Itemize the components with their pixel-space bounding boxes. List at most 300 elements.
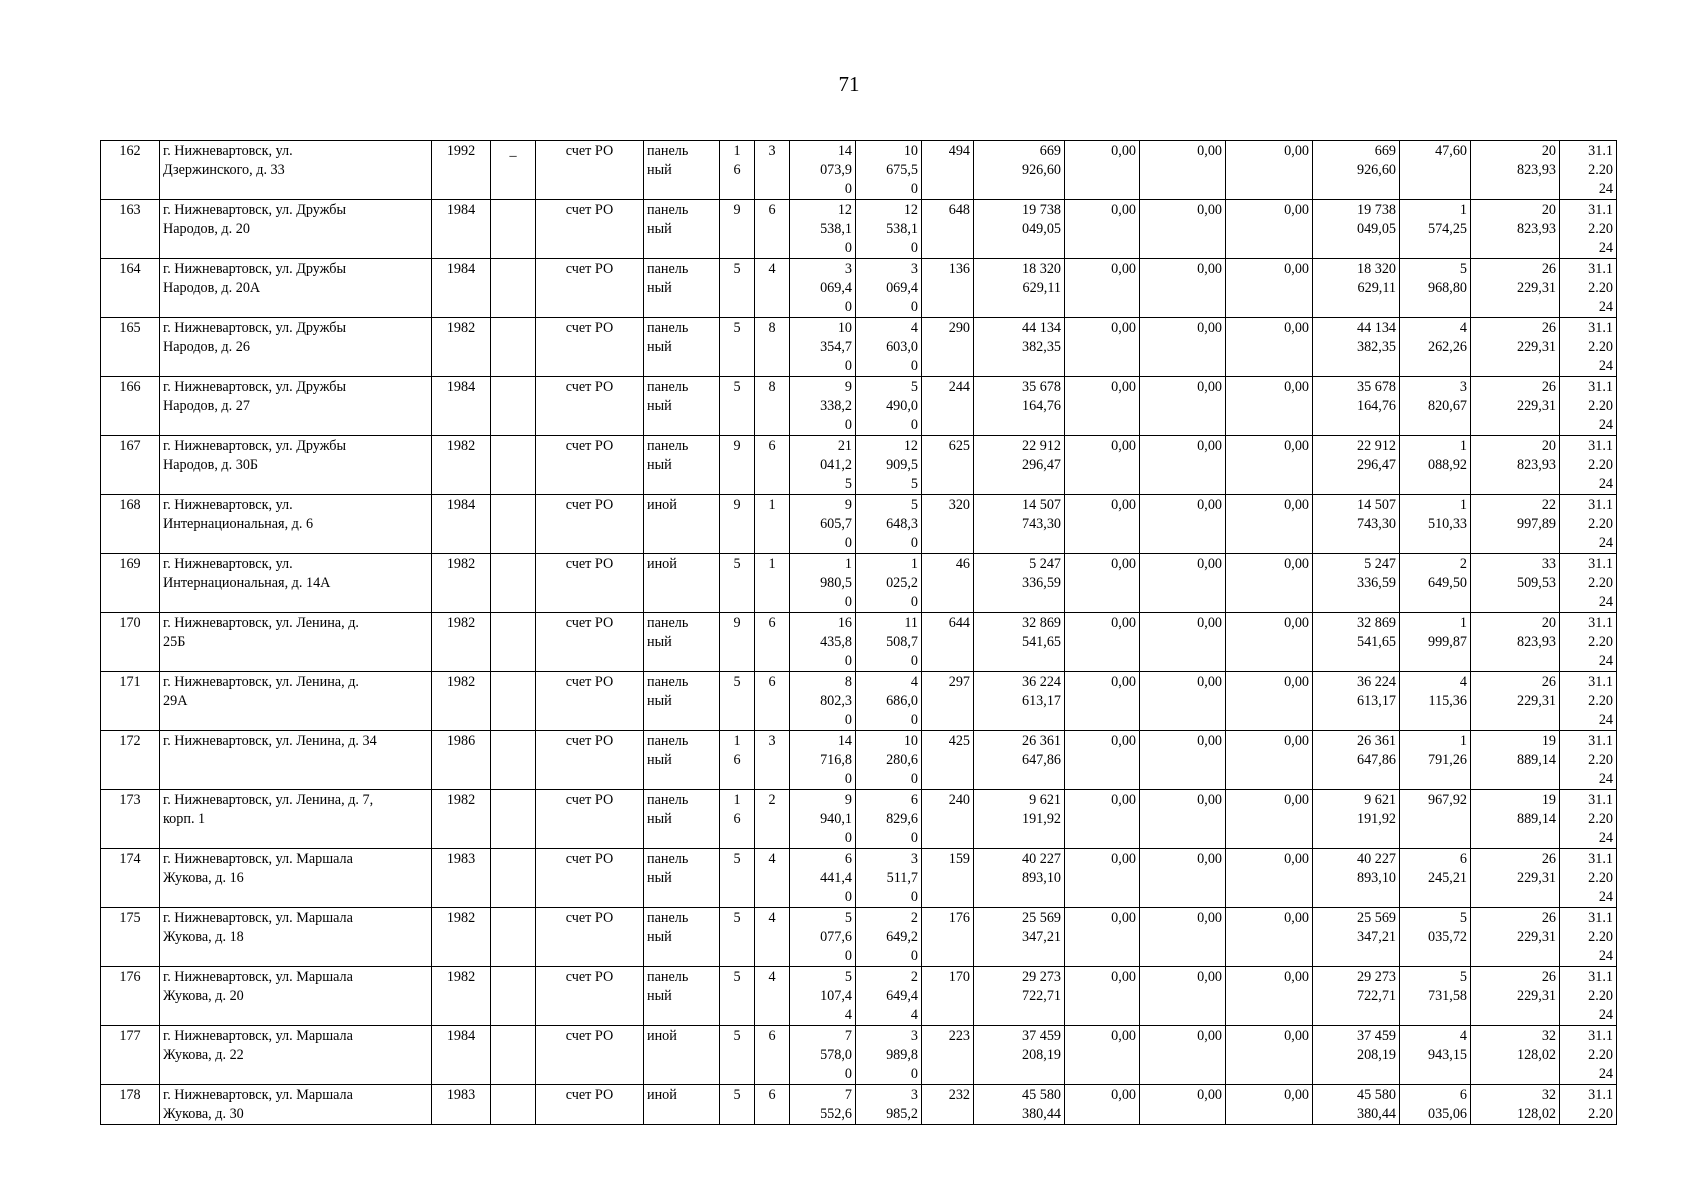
address-cell: г. Нижневартовск, ул. Маршала Жукова, д. 16 xyxy=(160,849,432,908)
row-number-cell: 178 xyxy=(101,1085,160,1125)
floors-cell: 1 6 xyxy=(720,141,755,200)
unit-cost-cell: 2 649,50 xyxy=(1400,554,1471,613)
fund-c-cell: 0,00 xyxy=(1226,1026,1313,1085)
limit-cost-cell: 26 229,31 xyxy=(1471,259,1560,318)
account-type-cell: счет РО xyxy=(536,1026,644,1085)
fund-c-cell: 0,00 xyxy=(1226,967,1313,1026)
deadline-date-cell: 31.1 2.20 24 xyxy=(1560,731,1617,790)
wall-material-cell: панель ный xyxy=(644,141,720,200)
year-cell: 1982 xyxy=(432,613,491,672)
register-body xyxy=(101,141,1617,1125)
row-number-cell: 165 xyxy=(101,318,160,377)
mark-cell: _ xyxy=(491,141,536,200)
deadline-date-cell: 31.1 2.20 24 xyxy=(1560,672,1617,731)
entrances-cell: 1 xyxy=(755,495,790,554)
row-number-cell: 177 xyxy=(101,1026,160,1085)
fund-b-cell: 0,00 xyxy=(1140,967,1226,1026)
wall-material-cell: панель ный xyxy=(644,672,720,731)
living-area-cell: 12 538,1 0 xyxy=(856,200,922,259)
row-number-cell: 166 xyxy=(101,377,160,436)
total-sum-cell: 45 580 380,44 xyxy=(1313,1085,1400,1125)
living-area-cell: 1 025,2 0 xyxy=(856,554,922,613)
unit-cost-cell: 3 820,67 xyxy=(1400,377,1471,436)
row-number-cell: 163 xyxy=(101,200,160,259)
total-sum-cell: 40 227 893,10 xyxy=(1313,849,1400,908)
floors-cell: 5 xyxy=(720,967,755,1026)
fund-b-cell: 0,00 xyxy=(1140,849,1226,908)
wall-material-cell: иной xyxy=(644,495,720,554)
address-cell: г. Нижневартовск, ул. Ленина, д. 7, корп. 1 xyxy=(160,790,432,849)
floors-cell: 5 xyxy=(720,849,755,908)
unit-cost-cell: 4 262,26 xyxy=(1400,318,1471,377)
wall-material-cell: панель ный xyxy=(644,436,720,495)
entrances-cell: 4 xyxy=(755,259,790,318)
limit-cost-cell: 20 823,93 xyxy=(1471,436,1560,495)
fund-c-cell: 0,00 xyxy=(1226,318,1313,377)
wall-material-cell: панель ный xyxy=(644,318,720,377)
wall-material-cell: панель ный xyxy=(644,377,720,436)
table-row xyxy=(101,731,1617,790)
address-cell: г. Нижневартовск, ул. Маршала Жукова, д. 18 xyxy=(160,908,432,967)
year-cell: 1982 xyxy=(432,672,491,731)
wall-material-cell: панель ный xyxy=(644,259,720,318)
total-area-cell: 21 041,2 5 xyxy=(790,436,856,495)
mark-cell xyxy=(491,967,536,1026)
fund-a-cell: 0,00 xyxy=(1065,495,1140,554)
fund-c-cell: 0,00 xyxy=(1226,377,1313,436)
year-cell: 1984 xyxy=(432,377,491,436)
table-row xyxy=(101,1085,1617,1125)
cost-cell: 40 227 893,10 xyxy=(974,849,1065,908)
total-area-cell: 7 552,6 xyxy=(790,1085,856,1125)
fund-a-cell: 0,00 xyxy=(1065,790,1140,849)
total-area-cell: 3 069,4 0 xyxy=(790,259,856,318)
wall-material-cell: иной xyxy=(644,1026,720,1085)
entrances-cell: 6 xyxy=(755,200,790,259)
mark-cell xyxy=(491,1085,536,1125)
row-number-cell: 175 xyxy=(101,908,160,967)
limit-cost-cell: 20 823,93 xyxy=(1471,613,1560,672)
account-type-cell: счет РО xyxy=(536,436,644,495)
entrances-cell: 6 xyxy=(755,1085,790,1125)
limit-cost-cell: 26 229,31 xyxy=(1471,377,1560,436)
deadline-date-cell: 31.1 2.20 24 xyxy=(1560,200,1617,259)
living-area-cell: 5 490,0 0 xyxy=(856,377,922,436)
address-cell: г. Нижневартовск, ул. Интернациональная, д. 6 xyxy=(160,495,432,554)
mark-cell xyxy=(491,259,536,318)
fund-c-cell: 0,00 xyxy=(1226,1085,1313,1125)
total-sum-cell: 35 678 164,76 xyxy=(1313,377,1400,436)
address-cell: г. Нижневартовск, ул. Ленина, д. 25Б xyxy=(160,613,432,672)
fund-a-cell: 0,00 xyxy=(1065,613,1140,672)
limit-cost-cell: 26 229,31 xyxy=(1471,672,1560,731)
total-sum-cell: 26 361 647,86 xyxy=(1313,731,1400,790)
wall-material-cell: панель ный xyxy=(644,731,720,790)
total-area-cell: 7 578,0 0 xyxy=(790,1026,856,1085)
table-row xyxy=(101,318,1617,377)
year-cell: 1984 xyxy=(432,495,491,554)
unit-cost-cell: 1 088,92 xyxy=(1400,436,1471,495)
floors-cell: 5 xyxy=(720,1085,755,1125)
address-cell: г. Нижневартовск, ул. Маршала Жукова, д. 20 xyxy=(160,967,432,1026)
unit-cost-cell: 5 968,80 xyxy=(1400,259,1471,318)
residents-cell: 290 xyxy=(922,318,974,377)
table-row xyxy=(101,141,1617,200)
cost-cell: 45 580 380,44 xyxy=(974,1085,1065,1125)
account-type-cell: счет РО xyxy=(536,613,644,672)
account-type-cell: счет РО xyxy=(536,849,644,908)
entrances-cell: 8 xyxy=(755,377,790,436)
fund-b-cell: 0,00 xyxy=(1140,141,1226,200)
deadline-date-cell: 31.1 2.20 24 xyxy=(1560,967,1617,1026)
total-sum-cell: 18 320 629,11 xyxy=(1313,259,1400,318)
living-area-cell: 12 909,5 5 xyxy=(856,436,922,495)
floors-cell: 9 xyxy=(720,495,755,554)
fund-b-cell: 0,00 xyxy=(1140,1026,1226,1085)
table-row xyxy=(101,908,1617,967)
year-cell: 1986 xyxy=(432,731,491,790)
fund-c-cell: 0,00 xyxy=(1226,790,1313,849)
cost-cell: 26 361 647,86 xyxy=(974,731,1065,790)
fund-b-cell: 0,00 xyxy=(1140,908,1226,967)
total-area-cell: 6 441,4 0 xyxy=(790,849,856,908)
entrances-cell: 6 xyxy=(755,672,790,731)
floors-cell: 5 xyxy=(720,1026,755,1085)
fund-a-cell: 0,00 xyxy=(1065,1085,1140,1125)
total-area-cell: 14 716,8 0 xyxy=(790,731,856,790)
limit-cost-cell: 20 823,93 xyxy=(1471,200,1560,259)
table-row xyxy=(101,259,1617,318)
limit-cost-cell: 32 128,02 xyxy=(1471,1085,1560,1125)
limit-cost-cell: 26 229,31 xyxy=(1471,849,1560,908)
address-cell: г. Нижневартовск, ул. Дружбы Народов, д. 27 xyxy=(160,377,432,436)
living-area-cell: 3 069,4 0 xyxy=(856,259,922,318)
table-row xyxy=(101,672,1617,731)
row-number-cell: 173 xyxy=(101,790,160,849)
total-sum-cell: 19 738 049,05 xyxy=(1313,200,1400,259)
table-row xyxy=(101,377,1617,436)
cost-cell: 19 738 049,05 xyxy=(974,200,1065,259)
mark-cell xyxy=(491,495,536,554)
total-sum-cell: 25 569 347,21 xyxy=(1313,908,1400,967)
floors-cell: 1 6 xyxy=(720,731,755,790)
fund-c-cell: 0,00 xyxy=(1226,672,1313,731)
year-cell: 1992 xyxy=(432,141,491,200)
account-type-cell: счет РО xyxy=(536,908,644,967)
total-sum-cell: 9 621 191,92 xyxy=(1313,790,1400,849)
limit-cost-cell: 26 229,31 xyxy=(1471,318,1560,377)
fund-c-cell: 0,00 xyxy=(1226,849,1313,908)
living-area-cell: 3 511,7 0 xyxy=(856,849,922,908)
fund-a-cell: 0,00 xyxy=(1065,908,1140,967)
mark-cell xyxy=(491,613,536,672)
cost-cell: 32 869 541,65 xyxy=(974,613,1065,672)
account-type-cell: счет РО xyxy=(536,200,644,259)
housing-register-table xyxy=(100,140,1617,1125)
residents-cell: 170 xyxy=(922,967,974,1026)
residents-cell: 244 xyxy=(922,377,974,436)
account-type-cell: счет РО xyxy=(536,672,644,731)
total-area-cell: 1 980,5 0 xyxy=(790,554,856,613)
fund-b-cell: 0,00 xyxy=(1140,495,1226,554)
wall-material-cell: панель ный xyxy=(644,849,720,908)
fund-b-cell: 0,00 xyxy=(1140,200,1226,259)
fund-c-cell: 0,00 xyxy=(1226,731,1313,790)
fund-c-cell: 0,00 xyxy=(1226,436,1313,495)
fund-c-cell: 0,00 xyxy=(1226,908,1313,967)
fund-c-cell: 0,00 xyxy=(1226,141,1313,200)
total-sum-cell: 669 926,60 xyxy=(1313,141,1400,200)
deadline-date-cell: 31.1 2.20 24 xyxy=(1560,377,1617,436)
fund-a-cell: 0,00 xyxy=(1065,1026,1140,1085)
entrances-cell: 3 xyxy=(755,731,790,790)
fund-b-cell: 0,00 xyxy=(1140,554,1226,613)
residents-cell: 425 xyxy=(922,731,974,790)
row-number-cell: 169 xyxy=(101,554,160,613)
row-number-cell: 168 xyxy=(101,495,160,554)
deadline-date-cell: 31.1 2.20 24 xyxy=(1560,1026,1617,1085)
fund-c-cell: 0,00 xyxy=(1226,259,1313,318)
cost-cell: 35 678 164,76 xyxy=(974,377,1065,436)
fund-a-cell: 0,00 xyxy=(1065,318,1140,377)
limit-cost-cell: 26 229,31 xyxy=(1471,967,1560,1026)
unit-cost-cell: 1 999,87 xyxy=(1400,613,1471,672)
total-area-cell: 8 802,3 0 xyxy=(790,672,856,731)
floors-cell: 5 xyxy=(720,908,755,967)
address-cell: г. Нижневартовск, ул. Дружбы Народов, д. 30Б xyxy=(160,436,432,495)
mark-cell xyxy=(491,790,536,849)
fund-a-cell: 0,00 xyxy=(1065,554,1140,613)
entrances-cell: 4 xyxy=(755,908,790,967)
address-cell: г. Нижневартовск, ул. Маршала Жукова, д. 22 xyxy=(160,1026,432,1085)
mark-cell xyxy=(491,554,536,613)
address-cell: г. Нижневартовск, ул. Дружбы Народов, д. 20 xyxy=(160,200,432,259)
living-area-cell: 3 985,2 xyxy=(856,1085,922,1125)
account-type-cell: счет РО xyxy=(536,141,644,200)
fund-b-cell: 0,00 xyxy=(1140,672,1226,731)
fund-b-cell: 0,00 xyxy=(1140,613,1226,672)
year-cell: 1983 xyxy=(432,849,491,908)
row-number-cell: 171 xyxy=(101,672,160,731)
total-area-cell: 9 338,2 0 xyxy=(790,377,856,436)
residents-cell: 223 xyxy=(922,1026,974,1085)
cost-cell: 9 621 191,92 xyxy=(974,790,1065,849)
entrances-cell: 8 xyxy=(755,318,790,377)
residents-cell: 240 xyxy=(922,790,974,849)
total-sum-cell: 29 273 722,71 xyxy=(1313,967,1400,1026)
fund-c-cell: 0,00 xyxy=(1226,495,1313,554)
year-cell: 1982 xyxy=(432,318,491,377)
mark-cell xyxy=(491,731,536,790)
living-area-cell: 2 649,4 4 xyxy=(856,967,922,1026)
floors-cell: 9 xyxy=(720,200,755,259)
deadline-date-cell: 31.1 2.20 xyxy=(1560,1085,1617,1125)
fund-a-cell: 0,00 xyxy=(1065,141,1140,200)
deadline-date-cell: 31.1 2.20 24 xyxy=(1560,495,1617,554)
table-row xyxy=(101,554,1617,613)
table-row xyxy=(101,967,1617,1026)
year-cell: 1983 xyxy=(432,1085,491,1125)
entrances-cell: 3 xyxy=(755,141,790,200)
living-area-cell: 2 649,2 0 xyxy=(856,908,922,967)
wall-material-cell: панель ный xyxy=(644,790,720,849)
mark-cell xyxy=(491,908,536,967)
address-cell: г. Нижневартовск, ул. Ленина, д. 34 xyxy=(160,731,432,790)
fund-a-cell: 0,00 xyxy=(1065,259,1140,318)
total-area-cell: 16 435,8 0 xyxy=(790,613,856,672)
wall-material-cell: панель ный xyxy=(644,200,720,259)
address-cell: г. Нижневартовск, ул. Дружбы Народов, д. 20А xyxy=(160,259,432,318)
fund-b-cell: 0,00 xyxy=(1140,377,1226,436)
limit-cost-cell: 32 128,02 xyxy=(1471,1026,1560,1085)
residents-cell: 297 xyxy=(922,672,974,731)
year-cell: 1984 xyxy=(432,1026,491,1085)
total-sum-cell: 5 247 336,59 xyxy=(1313,554,1400,613)
limit-cost-cell: 22 997,89 xyxy=(1471,495,1560,554)
mark-cell xyxy=(491,436,536,495)
fund-c-cell: 0,00 xyxy=(1226,554,1313,613)
entrances-cell: 6 xyxy=(755,1026,790,1085)
address-cell: г. Нижневартовск, ул. Интернациональная, д. 14А xyxy=(160,554,432,613)
account-type-cell: счет РО xyxy=(536,259,644,318)
fund-c-cell: 0,00 xyxy=(1226,200,1313,259)
total-area-cell: 12 538,1 0 xyxy=(790,200,856,259)
row-number-cell: 164 xyxy=(101,259,160,318)
unit-cost-cell: 1 510,33 xyxy=(1400,495,1471,554)
cost-cell: 29 273 722,71 xyxy=(974,967,1065,1026)
deadline-date-cell: 31.1 2.20 24 xyxy=(1560,908,1617,967)
cost-cell: 44 134 382,35 xyxy=(974,318,1065,377)
limit-cost-cell: 19 889,14 xyxy=(1471,731,1560,790)
table-row xyxy=(101,495,1617,554)
row-number-cell: 176 xyxy=(101,967,160,1026)
account-type-cell: счет РО xyxy=(536,967,644,1026)
account-type-cell: счет РО xyxy=(536,1085,644,1125)
limit-cost-cell: 19 889,14 xyxy=(1471,790,1560,849)
total-area-cell: 9 940,1 0 xyxy=(790,790,856,849)
cost-cell: 669 926,60 xyxy=(974,141,1065,200)
floors-cell: 5 xyxy=(720,672,755,731)
table-row xyxy=(101,1026,1617,1085)
deadline-date-cell: 31.1 2.20 24 xyxy=(1560,613,1617,672)
page-number: 71 xyxy=(838,72,860,96)
fund-b-cell: 0,00 xyxy=(1140,436,1226,495)
fund-a-cell: 0,00 xyxy=(1065,967,1140,1026)
living-area-cell: 11 508,7 0 xyxy=(856,613,922,672)
year-cell: 1984 xyxy=(432,259,491,318)
mark-cell xyxy=(491,1026,536,1085)
wall-material-cell: иной xyxy=(644,554,720,613)
residents-cell: 136 xyxy=(922,259,974,318)
address-cell: г. Нижневартовск, ул. Маршала Жукова, д. 30 xyxy=(160,1085,432,1125)
fund-a-cell: 0,00 xyxy=(1065,200,1140,259)
total-area-cell: 5 107,4 4 xyxy=(790,967,856,1026)
residents-cell: 644 xyxy=(922,613,974,672)
deadline-date-cell: 31.1 2.20 24 xyxy=(1560,790,1617,849)
year-cell: 1982 xyxy=(432,436,491,495)
wall-material-cell: панель ный xyxy=(644,613,720,672)
year-cell: 1984 xyxy=(432,200,491,259)
fund-a-cell: 0,00 xyxy=(1065,849,1140,908)
year-cell: 1982 xyxy=(432,554,491,613)
residents-cell: 232 xyxy=(922,1085,974,1125)
fund-a-cell: 0,00 xyxy=(1065,377,1140,436)
living-area-cell: 6 829,6 0 xyxy=(856,790,922,849)
fund-a-cell: 0,00 xyxy=(1065,731,1140,790)
wall-material-cell: панель ный xyxy=(644,967,720,1026)
row-number-cell: 162 xyxy=(101,141,160,200)
unit-cost-cell: 4 943,15 xyxy=(1400,1026,1471,1085)
total-area-cell: 10 354,7 0 xyxy=(790,318,856,377)
account-type-cell: счет РО xyxy=(536,495,644,554)
living-area-cell: 4 686,0 0 xyxy=(856,672,922,731)
cost-cell: 14 507 743,30 xyxy=(974,495,1065,554)
fund-b-cell: 0,00 xyxy=(1140,790,1226,849)
limit-cost-cell: 26 229,31 xyxy=(1471,908,1560,967)
fund-b-cell: 0,00 xyxy=(1140,731,1226,790)
account-type-cell: счет РО xyxy=(536,790,644,849)
table-row xyxy=(101,849,1617,908)
unit-cost-cell: 5 035,72 xyxy=(1400,908,1471,967)
unit-cost-cell: 5 731,58 xyxy=(1400,967,1471,1026)
floors-cell: 5 xyxy=(720,554,755,613)
unit-cost-cell: 1 574,25 xyxy=(1400,200,1471,259)
unit-cost-cell: 6 035,06 xyxy=(1400,1085,1471,1125)
limit-cost-cell: 20 823,93 xyxy=(1471,141,1560,200)
fund-a-cell: 0,00 xyxy=(1065,436,1140,495)
floors-cell: 1 6 xyxy=(720,790,755,849)
entrances-cell: 6 xyxy=(755,436,790,495)
account-type-cell: счет РО xyxy=(536,554,644,613)
total-area-cell: 5 077,6 0 xyxy=(790,908,856,967)
year-cell: 1982 xyxy=(432,908,491,967)
residents-cell: 494 xyxy=(922,141,974,200)
wall-material-cell: панель ный xyxy=(644,908,720,967)
floors-cell: 5 xyxy=(720,377,755,436)
residents-cell: 46 xyxy=(922,554,974,613)
deadline-date-cell: 31.1 2.20 24 xyxy=(1560,436,1617,495)
residents-cell: 159 xyxy=(922,849,974,908)
residents-cell: 320 xyxy=(922,495,974,554)
year-cell: 1982 xyxy=(432,790,491,849)
mark-cell xyxy=(491,318,536,377)
deadline-date-cell: 31.1 2.20 24 xyxy=(1560,259,1617,318)
unit-cost-cell: 1 791,26 xyxy=(1400,731,1471,790)
cost-cell: 5 247 336,59 xyxy=(974,554,1065,613)
cost-cell: 37 459 208,19 xyxy=(974,1026,1065,1085)
entrances-cell: 4 xyxy=(755,849,790,908)
fund-b-cell: 0,00 xyxy=(1140,1085,1226,1125)
entrances-cell: 2 xyxy=(755,790,790,849)
fund-b-cell: 0,00 xyxy=(1140,259,1226,318)
cost-cell: 25 569 347,21 xyxy=(974,908,1065,967)
floors-cell: 9 xyxy=(720,436,755,495)
account-type-cell: счет РО xyxy=(536,377,644,436)
wall-material-cell: иной xyxy=(644,1085,720,1125)
mark-cell xyxy=(491,849,536,908)
deadline-date-cell: 31.1 2.20 24 xyxy=(1560,318,1617,377)
mark-cell xyxy=(491,672,536,731)
deadline-date-cell: 31.1 2.20 24 xyxy=(1560,141,1617,200)
limit-cost-cell: 33 509,53 xyxy=(1471,554,1560,613)
entrances-cell: 6 xyxy=(755,613,790,672)
unit-cost-cell: 6 245,21 xyxy=(1400,849,1471,908)
unit-cost-cell: 4 115,36 xyxy=(1400,672,1471,731)
residents-cell: 648 xyxy=(922,200,974,259)
living-area-cell: 5 648,3 0 xyxy=(856,495,922,554)
living-area-cell: 10 280,6 0 xyxy=(856,731,922,790)
table-row xyxy=(101,613,1617,672)
